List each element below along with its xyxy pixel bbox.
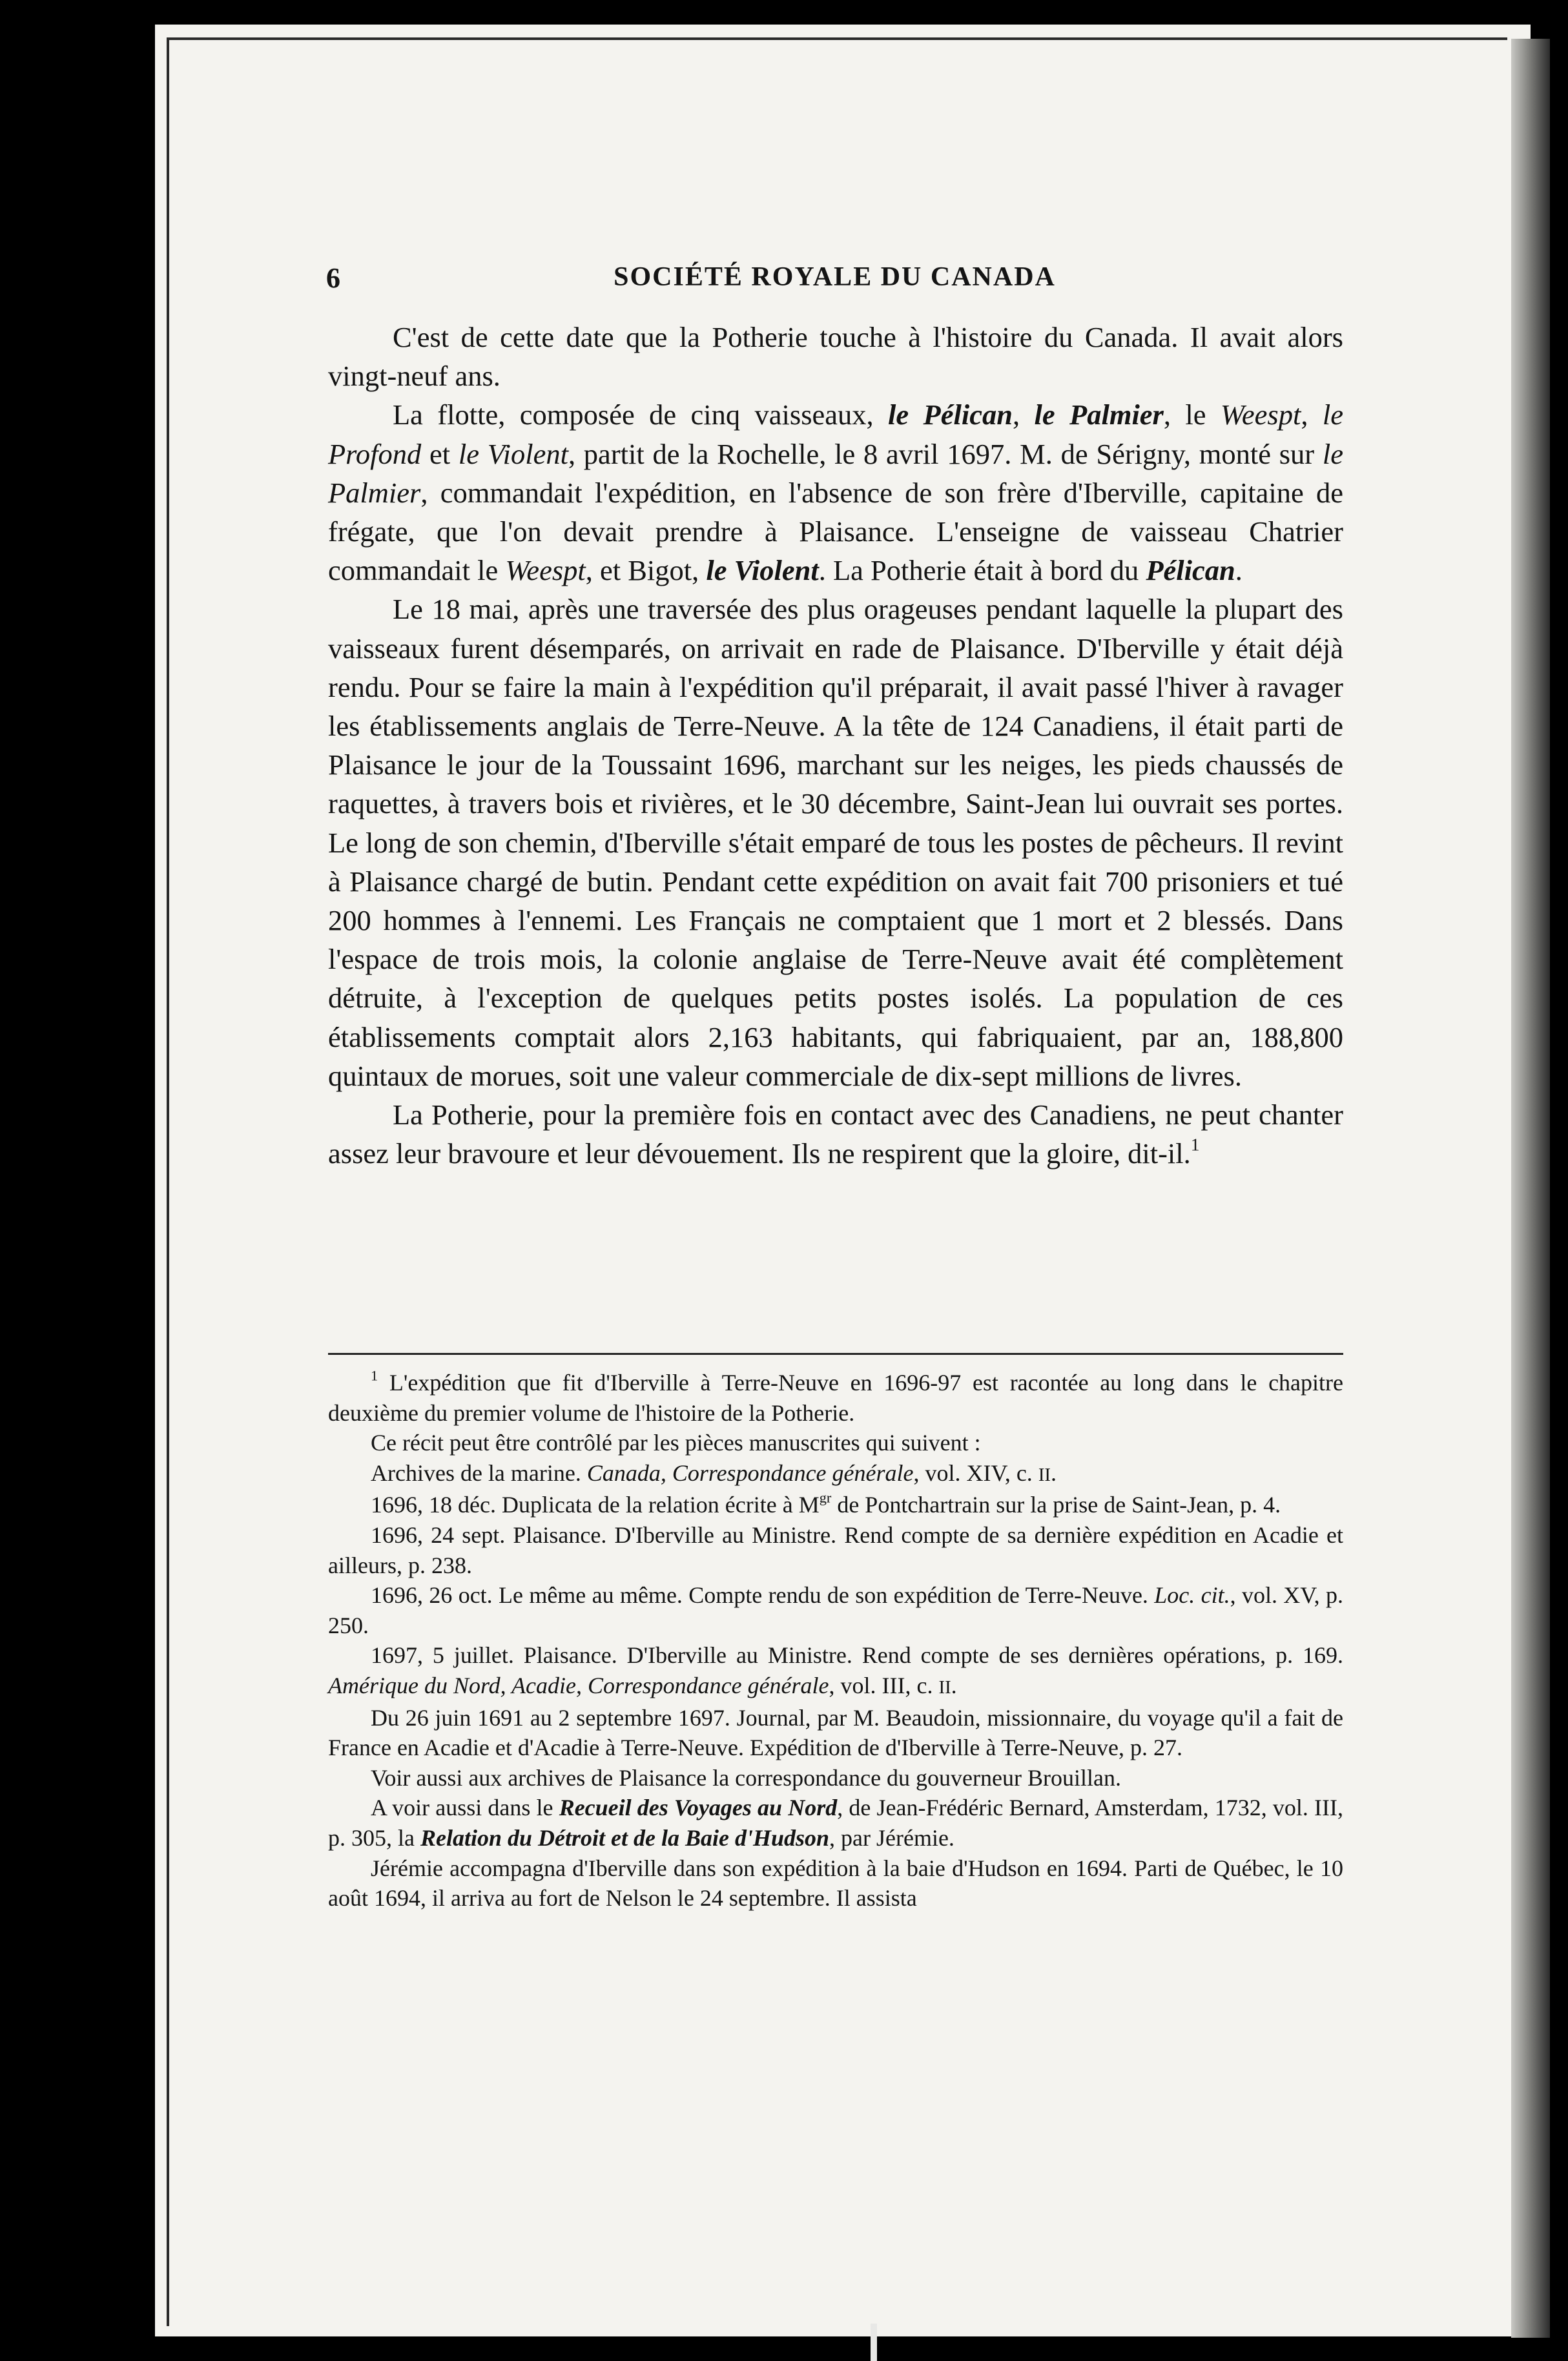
text-run: de Pontchartrain sur la prise de Saint-Jean, p. 4.: [831, 1492, 1281, 1518]
main-text: [328, 318, 1343, 1173]
text-run: , vol. XV, p. 250.: [328, 1582, 1344, 1638]
text-run: . La Potherie était à bord du: [818, 554, 1146, 587]
running-title: SOCIÉTÉ ROYALE DU CANADA: [614, 262, 1056, 292]
footnote-divider: [328, 1353, 1343, 1355]
footnote-reference: 1: [1190, 1134, 1200, 1155]
text-run: , vol. XIV, c.: [913, 1459, 1038, 1486]
text-run: 1696, 18 déc. Duplicata de la relation écrite à M: [371, 1492, 820, 1518]
text-run: , de Jean-Frédéric Bernard, Amsterdam, 1732, vol. III, p. 305, la: [328, 1795, 1343, 1851]
text-run: Relation du Détroit et de la Baie d'Hudson: [420, 1824, 830, 1851]
text-run: , et Bigot,: [585, 554, 707, 587]
text-run: Amérique du Nord, Acadie, Correspondance générale: [328, 1672, 829, 1698]
text-run: , partit de la Rochelle, le 8 avril 1697. M. de Sérigny, monté sur: [568, 437, 1323, 470]
text-run: .: [1051, 1459, 1057, 1486]
text-run: et: [421, 437, 459, 470]
text-run: , le: [1163, 398, 1221, 431]
text-run: La flotte, composée de cinq vaisseaux,: [393, 398, 889, 431]
footnote-line: [328, 1793, 1343, 1853]
text-run: 1697, 5 juillet. Plaisance. D'Iberville au Ministre. Rend compte de ses dernières opérations, p. 169.: [371, 1642, 1343, 1669]
paragraph: [328, 395, 1343, 590]
footnote-line: Voir aussi aux archives de Plaisance la correspondance du gouverneur Brouillan.: [371, 1764, 1121, 1791]
page-number: 6: [326, 262, 340, 294]
footnote-marker: 1: [371, 1367, 378, 1384]
paragraph: [328, 1095, 1343, 1173]
footnote-line: [328, 1640, 1343, 1702]
footnote-line: 1696, 24 sept. Plaisance. D'Iberville au Ministre. Rend compte de sa dernière expédition en Acadie et ailleurs, p. 238.: [328, 1521, 1343, 1578]
book-gutter-edge: [1511, 39, 1550, 2338]
footnote-line: Ce récit peut être contrôlé par les pièces manuscrites qui suivent :: [371, 1430, 981, 1456]
footnote: [328, 1368, 1343, 1428]
footnote-line: [328, 1490, 1343, 1520]
footnote-line: [328, 1458, 1343, 1490]
text-run: II: [938, 1676, 951, 1698]
running-head: [326, 262, 1343, 294]
footnotes: [328, 1368, 1343, 1913]
ship-name: Weespt: [505, 554, 586, 587]
ship-name: Weespt: [1220, 398, 1301, 431]
text-run: L'expédition que fit d'Iberville à Terre-Neuve en 1696-97 est racontée au long dans le chapitre deuxième du premier volume de l'histoire de la Potherie.: [328, 1370, 1344, 1426]
ship-name: le Palmier: [1034, 398, 1164, 431]
text-run: Canada, Correspondance générale: [586, 1459, 914, 1486]
text-run: A voir aussi dans le: [371, 1795, 559, 1821]
text-run: gr: [819, 1489, 832, 1506]
footnote-line: Jérémie accompagna d'Iberville dans son expédition à la baie d'Hudson en 1694. Parti de Québec, le 10 août 1694, il arriva au fort de Nelson le 24 septembre. Il assista: [328, 1855, 1343, 1912]
paragraph: Le 18 mai, après une traversée des plus orageuses pendant laquelle la plupart des vaisseaux furent désemparés, on arrivait en rade de Plaisance. D'Iberville y était déjà rendu. Pour se faire la main à l'expédition qu'il préparait, il avait passé l'hiver à ravager les établissements anglais de Terre-Neuve. A la tête de 124 Canadiens, il était parti de Plaisance le jour de la Toussaint 1696, marchant sur les neiges, les pieds chaussés de raquettes, à travers bois et rivières, et le 30 décembre, Saint-Jean lui ouvrait ses portes. Le long de son chemin, d'Iberville s'était emparé de tous les postes de pêcheurs. Il revint à Plaisance chargé de butin. Pendant cette expédition on avait fait 700 prisoniers et tué 200 hommes à l'ennemi. Les Français ne comptaient que 1 mort et 2 blessés. Dans l'espace de trois mois, la colonie anglaise de Terre-Neuve avait été complètement détruite, à l'exception de quelques petits postes isolés. La population de ces établissements comptait alors 2,163 habitants, qui fabriquaient, par an, 188,800 quintaux de morues, soit une valeur commerciale de dix-sept millions de livres.: [328, 593, 1343, 1092]
text-run: ,: [1012, 398, 1035, 431]
footnote-line: Du 26 juin 1691 au 2 septembre 1697. Journal, par M. Beaudoin, missionnaire, du voyage qu'il a fait de France en Acadie et d'Acadie à Terre-Neuve. Expédition de d'Iberville à Terre-Neuve, p. 27.: [328, 1704, 1343, 1761]
text-run: Archives de la marine.: [371, 1459, 587, 1486]
text-run: , par Jérémie.: [829, 1824, 954, 1851]
text-run: .: [951, 1672, 957, 1698]
text-run: , commandait l'expédition, en l'absence de son frère d'Iberville, capitaine de frégate, que l'on devait prendre à Plaisance. L'enseigne de vaisseau Chatrier commandait le: [328, 476, 1343, 587]
paragraph: C'est de cette date que la Potherie touche à l'histoire du Canada. Il avait alors vingt-neuf ans.: [328, 321, 1343, 393]
ship-name: le Violent: [706, 554, 819, 587]
scan-artifact: [871, 2324, 877, 2361]
ship-name: le Profond: [328, 398, 1343, 470]
text-run: Loc. cit.: [1154, 1582, 1230, 1609]
text-run: Recueil des Voyages au Nord: [559, 1795, 838, 1821]
ship-name: le Palmier: [328, 437, 1344, 509]
ship-name: le Violent: [458, 437, 568, 470]
ship-name: le Pélican: [888, 398, 1013, 431]
text-run: II: [1038, 1464, 1051, 1485]
text-run: .: [1235, 554, 1243, 587]
ship-name: Pélican: [1146, 554, 1235, 587]
text-run: La Potherie, pour la première fois en contact avec des Canadiens, ne peut chanter assez leur bravoure et leur dévouement. Ils ne respirent que la gloire, dit-il.: [328, 1098, 1343, 1170]
text-run: ,: [1301, 398, 1323, 431]
text-run: 1696, 26 oct. Le même au même. Compte rendu de son expédition de Terre-Neuve.: [371, 1582, 1155, 1609]
footnote-line: [328, 1580, 1343, 1640]
text-run: , vol. III, c.: [829, 1672, 939, 1698]
